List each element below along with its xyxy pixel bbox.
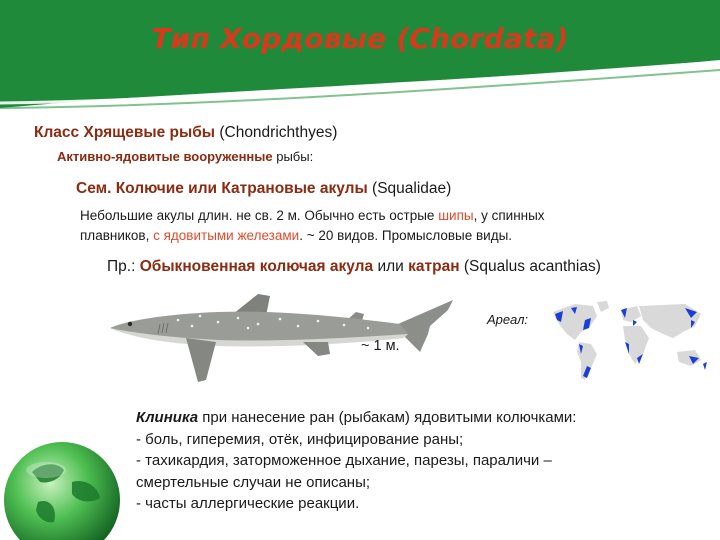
clinic-line: - тахикардия, заторможенное дыхание, парезы, параличи –	[136, 452, 552, 469]
family-latin: (Squalidae)	[367, 180, 452, 197]
example-name: Обыкновенная колючая акула	[139, 258, 374, 275]
example-latin: (Squalus acanthias)	[459, 258, 601, 275]
shark-illustration	[108, 290, 468, 390]
description-line-2	[80, 228, 512, 243]
venom-glands-highlight: с ядовитыми железами	[153, 228, 300, 243]
clinic-line: - боль, гиперемия, отёк, инфицирование раны;	[136, 430, 464, 448]
areal-label: Ареал:	[487, 312, 529, 327]
description-text: Небольшие акулы длин. не св. 2 м. Обычно есть острые	[80, 208, 439, 223]
description-text: . ~ 20 видов. Промысловые виды.	[299, 228, 513, 243]
group-line	[57, 149, 313, 164]
example-prefix: Пр.:	[107, 258, 140, 275]
clinic-section	[136, 407, 576, 515]
group-label: Активно-ядовитые вооруженные	[57, 149, 273, 164]
group-rest: рыбы:	[272, 149, 314, 164]
example-or: или	[373, 258, 409, 275]
page-title: Тип Хордовые (Chordata)	[151, 22, 569, 55]
family-line	[76, 180, 451, 198]
class-line	[34, 124, 337, 142]
class-label: Класс Хрящевые рыбы	[34, 124, 216, 141]
example-line	[107, 258, 601, 276]
description-text: плавников,	[80, 228, 154, 243]
clinic-line: - часты аллергические реакции.	[136, 495, 360, 512]
description-line-1	[80, 208, 545, 223]
spines-highlight: шипы	[438, 208, 474, 223]
class-latin: (Chondrichthyes)	[215, 124, 338, 141]
header-banner	[0, 0, 720, 110]
size-label: ~ 1 м.	[361, 338, 400, 354]
clinic-intro: при нанесение ран (рыбакам) ядовитыми колючками:	[198, 409, 577, 426]
green-globe-icon	[2, 432, 122, 540]
family-label: Сем. Колючие или Катрановые акулы	[76, 180, 368, 197]
header-background	[0, 0, 720, 110]
example-katran: катран	[408, 258, 460, 275]
world-distribution-map	[545, 298, 710, 386]
description-text: , у спинных	[473, 208, 545, 223]
clinic-line: смертельные случаи не описаны;	[136, 473, 371, 491]
clinic-label: Клиника	[136, 409, 199, 426]
clinic-intro-line	[136, 407, 576, 429]
